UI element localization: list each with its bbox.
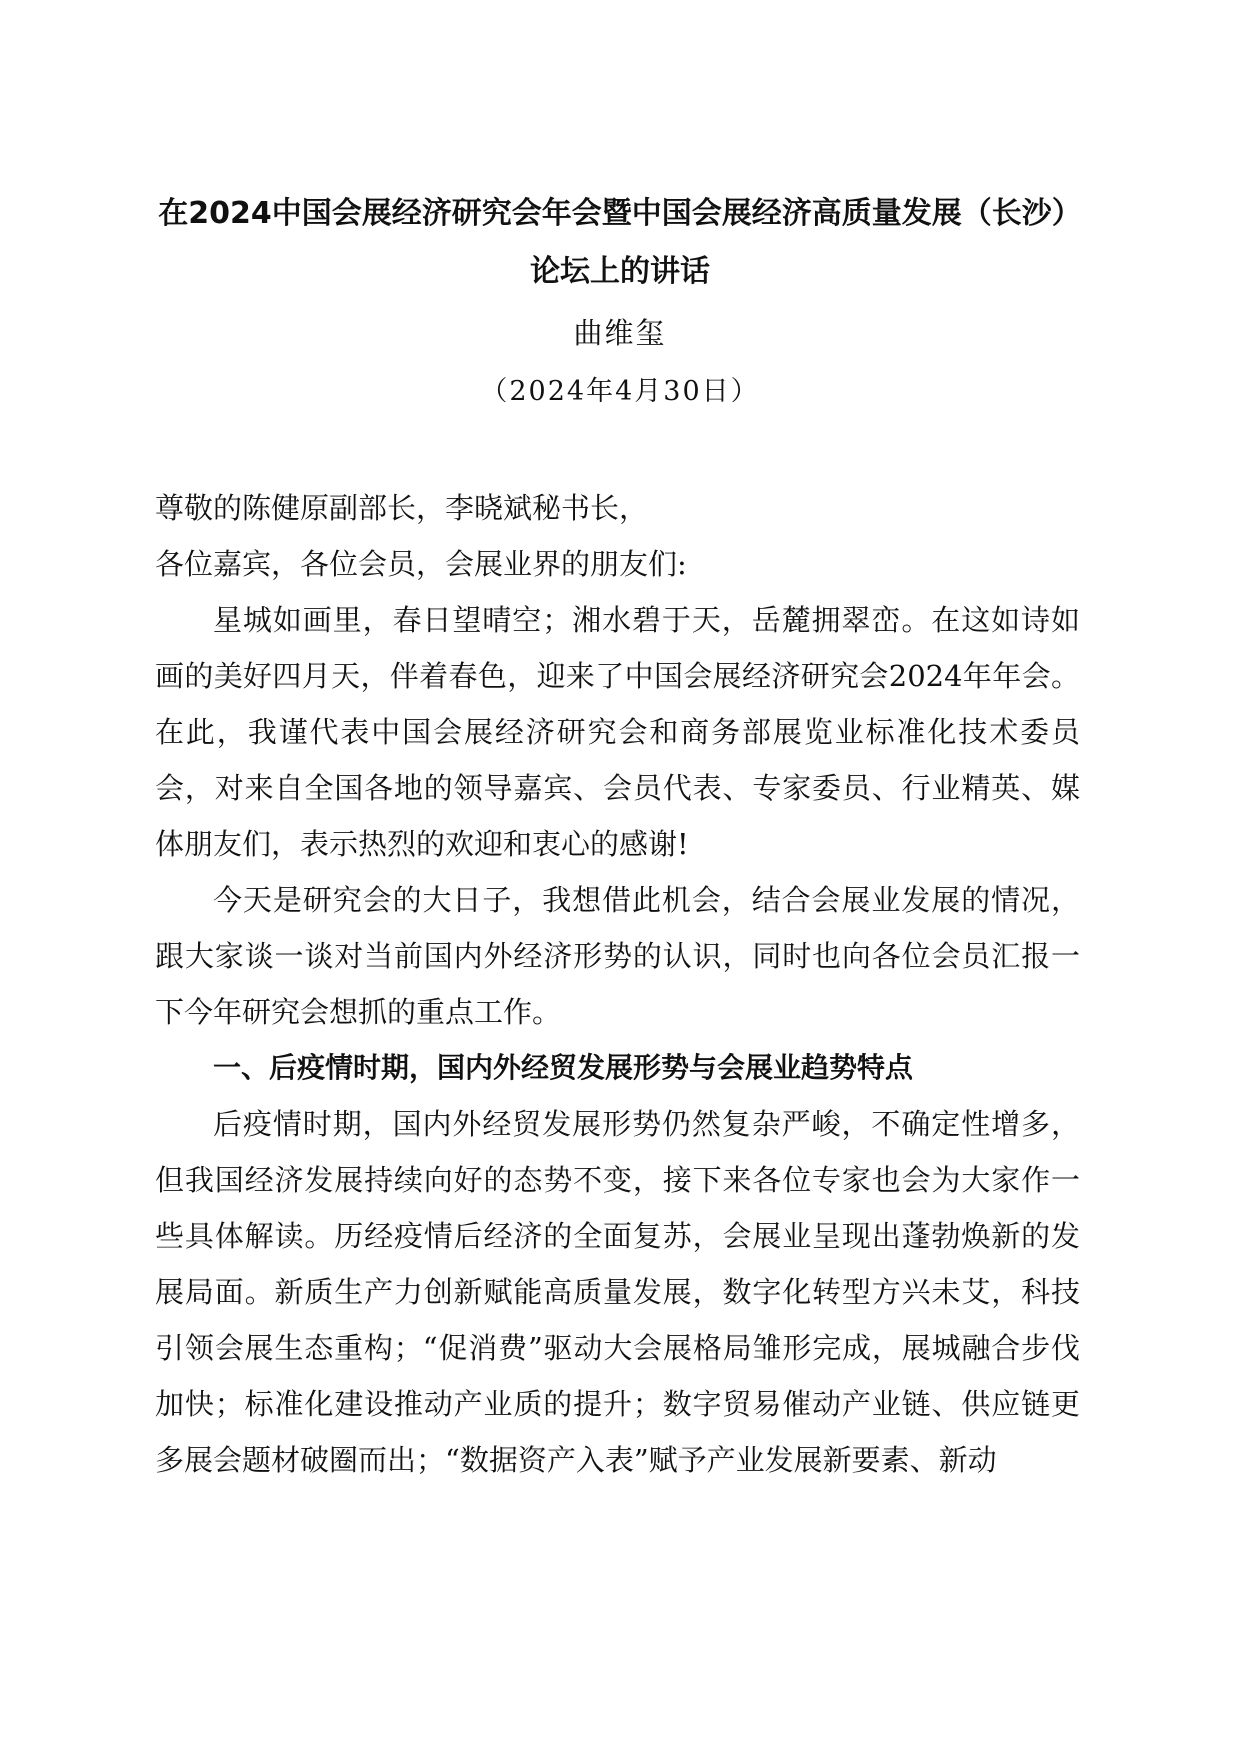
document-title: 在2024中国会展经济研究会年会暨中国会展经济高质量发展（长沙）论坛上的讲话 — [158, 196, 1082, 289]
body-paragraph: 后疫情时期，国内外经贸发展形势仍然复杂严峻，不确定性增多，但我国经济发展持续向好的态势不变，接下来各位专家也会为大家作一些具体解读。历经疫情后经济的全面复苏，会展业呈现出蓬勃焕新的发展局面。新质生产力创新赋能高质量发展，数字化转型方兴未艾，科技引领会展生态重构；“促消费”驱动大会展格局雏形完成，展城融合步伐加快；标准化建设推动产业质的提升；数字贸易催动产业链、供应链更多展会题材破圈而出；“数据资产入表”赋予产业发展新要素、新动 — [155, 1107, 1080, 1477]
document-body — [155, 480, 1080, 1488]
author-name: 曲维玺 — [573, 316, 667, 350]
section-heading: 一、后疫情时期，国内外经贸发展形势与会展业趋势特点 — [213, 1051, 914, 1084]
speech-date: （2024年4月30日） — [480, 376, 760, 407]
body-paragraph: 星城如画里，春日望晴空；湘水碧于天，岳麓拥翠峦。在这如诗如画的美好四月天，伴着春色，迎来了中国会展经济研究会2024年年会。在此，我谨代表中国会展经济研究会和商务部展览业标准化技术委员会，对来自全国各地的领导嘉宾、会员代表、专家委员、行业精英、媒体朋友们，表示热烈的欢迎和衷心的感谢! — [155, 603, 1080, 861]
salutation-line: 各位嘉宾，各位会员，会展业界的朋友们: — [155, 547, 687, 581]
body-paragraph: 今天是研究会的大日子，我想借此机会，结合会展业发展的情况，跟大家谈一谈对当前国内外经济形势的认识，同时也向各位会员汇报一下今年研究会想抓的重点工作。 — [155, 883, 1080, 1029]
salutation-line: 尊敬的陈健原副部长，李晓斌秘书长， — [155, 491, 649, 525]
